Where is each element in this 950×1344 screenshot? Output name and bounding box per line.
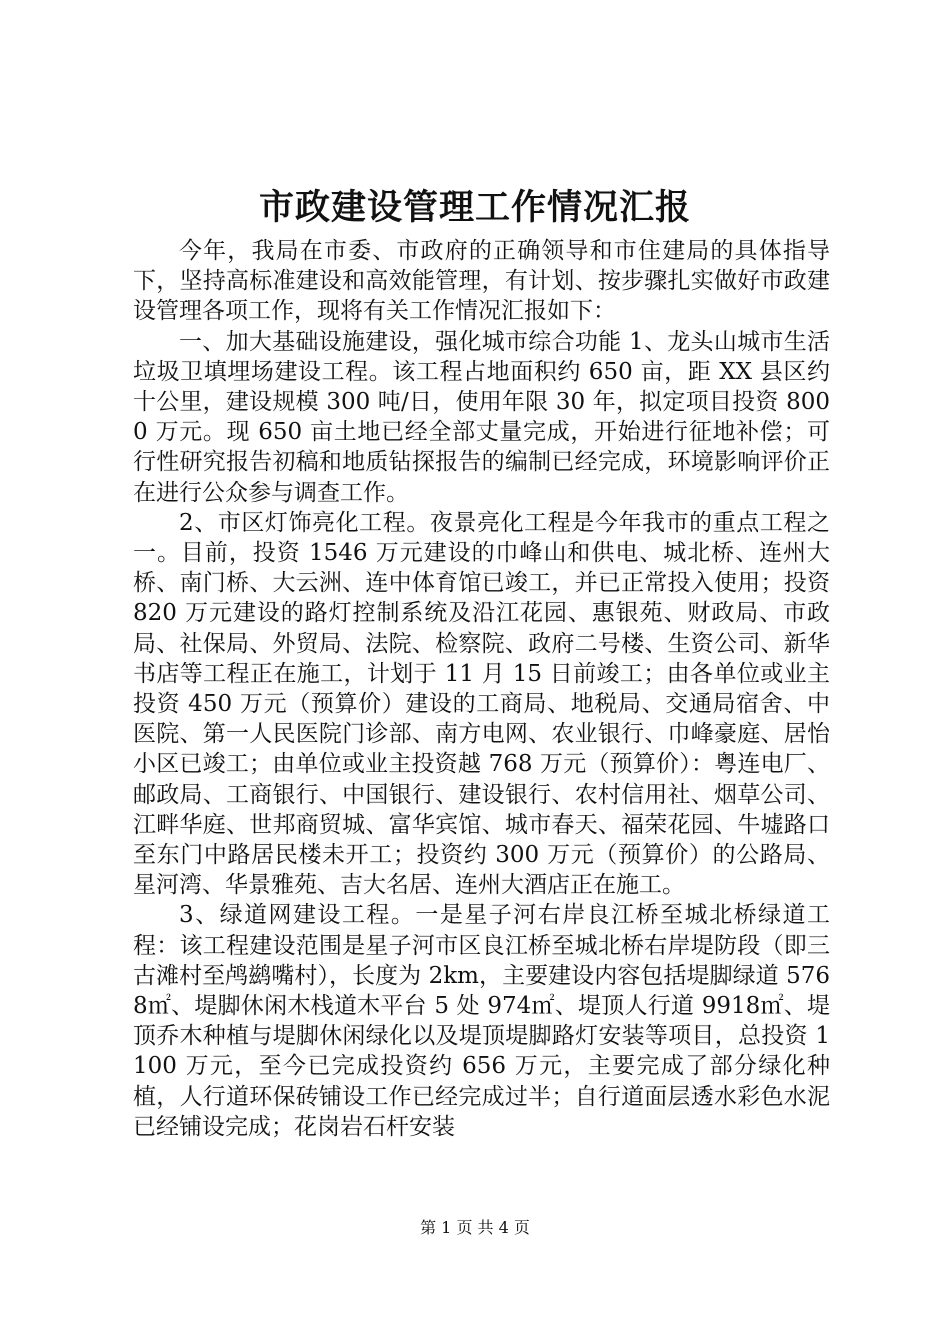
page-footer: 第 1 页 共 4 页: [420, 1218, 530, 1237]
paragraph-section-1: 一、加大基础设施建设，强化城市综合功能 1、龙头山城市生活垃圾卫填埋场建设工程。该工程占地面积约 650 亩，距 XX 县区约十公里，建设规模 300 吨/日，使用年限 30 年，拟定项目投资 8000 万元。现 650 亩土地已经全部丈量完成，开始进行征地补偿；可行性研究报告初稿和地质钻探报告的编制已经完成，环境影响评价正在进行公众参与调查工作。: [133, 328, 830, 506]
paragraph-item-3: 3、绿道网建设工程。一是星子河右岸良江桥至城北桥绿道工程：该工程建设范围是星子河市区良江桥至城北桥右岸堤防段（即三古滩村至鸬鹚嘴村），长度为 2km，主要建设内容包括堤脚绿道 5768㎡、堤脚休闲木栈道木平台 5 处 974㎡、堤顶人行道 9918㎡、堤顶乔木种植与堤脚休闲绿化以及堤顶堤脚路灯安装等项目，总投资 1100 万元，至今已完成投资约 656 万元，主要完成了部分绿化种植，人行道环保砖铺设工作已经完成过半；自行道面层透水彩色水泥已经铺设完成；花岗岩石杆安装: [133, 902, 830, 1140]
paragraph-item-2: 2、市区灯饰亮化工程。夜景亮化工程是今年我市的重点工程之一。目前，投资 1546 万元建设的巾峰山和供电、城北桥、连州大桥、南门桥、大云洲、连中体育馆已竣工，并已正常投入使用；投资 820 万元建设的路灯控制系统及沿江花园、惠银苑、财政局、市政局、社保局、外贸局、法院、检察院、政府二号楼、生资公司、新华书店等工程正在施工，计划于 11 月 15 日前竣工；由各单位或业主投资 450 万元（预算价）建设的工商局、地税局、交通局宿舍、中医院、第一人民医院门诊部、南方电网、农业银行、巾峰豪庭、居怡小区已竣工；由单位或业主投资越 768 万元（预算价）：粤连电厂、邮政局、工商银行、中国银行、建设银行、农村信用社、烟草公司、江畔华庭、世邦商贸城、富华宾馆、城市春天、福荣花园、牛墟路口至东门中路居民楼未开工；投资约 300 万元（预算价）的公路局、星河湾、华景雅苑、吉大名居、连州大酒店正在施工。: [133, 509, 830, 899]
document-body: [133, 236, 830, 1142]
paragraph-intro: 今年，我局在市委、市政府的正确领导和市住建局的具体指导下，坚持高标准建设和高效能管理，有计划、按步骤扎实做好市政建设管理各项工作，现将有关工作情况汇报如下：: [133, 238, 830, 325]
document-title: 市政建设管理工作情况汇报: [258, 187, 691, 228]
